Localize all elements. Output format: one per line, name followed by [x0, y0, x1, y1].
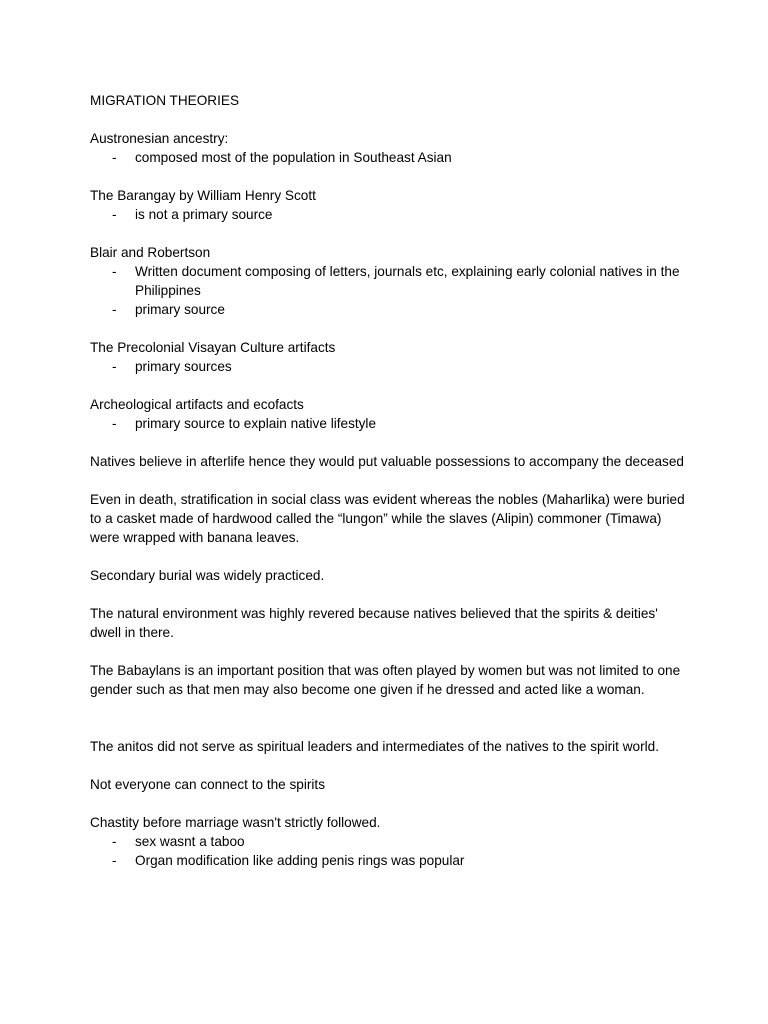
- bullet-dash: -: [112, 834, 117, 849]
- section-heading: The Precolonial Visayan Culture artifacts: [90, 340, 336, 355]
- bullet-list: [90, 832, 690, 870]
- paragraph-afterlife: Natives believe in afterlife hence they would put valuable possessions to accompany the deceased: [90, 454, 684, 469]
- bullet-list: [90, 414, 690, 433]
- list-item: [90, 851, 690, 870]
- document-body: [90, 91, 690, 889]
- section-heading: The Barangay by William Henry Scott: [90, 188, 316, 203]
- section-heading: Chastity before marriage wasn't strictly followed.: [90, 815, 381, 830]
- bullet-dash: -: [112, 853, 117, 868]
- bullet-dash: -: [112, 207, 117, 222]
- paragraph-stratification: Even in death, stratification in social class was evident whereas the nobles (Maharlika) were buried to a casket made of hardwood called the “lungon” while the slaves (Alipin) commoner (Timawa) were wrapped with banana leaves.: [90, 492, 685, 545]
- section-archeological: [90, 395, 690, 433]
- list-item-text: Organ modification like adding penis rings was popular: [135, 853, 465, 868]
- list-item-text: is not a primary source: [135, 207, 273, 222]
- list-item: [90, 357, 690, 376]
- list-item-text: composed most of the population in Southeast Asian: [135, 150, 452, 165]
- section-blair-robertson: [90, 243, 690, 319]
- bullet-dash: -: [112, 264, 117, 279]
- list-item: [90, 832, 690, 851]
- paragraph-anitos: The anitos did not serve as spiritual leaders and intermediates of the natives to the spirit world.: [90, 739, 659, 754]
- section-barangay: [90, 186, 690, 224]
- list-item-text: sex wasnt a taboo: [135, 834, 245, 849]
- bullet-list: [90, 205, 690, 224]
- bullet-list: [90, 357, 690, 376]
- list-item-text: Written document composing of letters, journals etc, explaining early colonial natives in the Philippines: [135, 264, 680, 298]
- list-item: [90, 262, 690, 300]
- document-title: MIGRATION THEORIES: [90, 93, 240, 108]
- section-heading: Archeological artifacts and ecofacts: [90, 397, 304, 412]
- bullet-list: [90, 148, 690, 167]
- bullet-dash: -: [112, 302, 117, 317]
- section-chastity: [90, 813, 690, 870]
- list-item: [90, 414, 690, 433]
- section-heading: Austronesian ancestry:: [90, 131, 229, 146]
- bullet-list: [90, 262, 690, 319]
- list-item: [90, 205, 690, 224]
- list-item-text: primary source to explain native lifestyle: [135, 416, 377, 431]
- blank-line: [90, 718, 690, 737]
- paragraph-natural-environment: The natural environment was highly revered because natives believed that the spirits & deities' dwell in there.: [90, 606, 658, 640]
- section-precolonial-visayan: [90, 338, 690, 376]
- section-heading: Blair and Robertson: [90, 245, 211, 260]
- paragraph-babaylans: The Babaylans is an important position that was often played by women but was not limited to one gender such as that men may also become one given if he dressed and acted like a woman.: [90, 663, 681, 697]
- list-item-text: primary sources: [135, 359, 232, 374]
- bullet-dash: -: [112, 150, 117, 165]
- list-item: [90, 148, 690, 167]
- section-austronesian: [90, 129, 690, 167]
- paragraph-spirits: Not everyone can connect to the spirits: [90, 777, 325, 792]
- list-item-text: primary source: [135, 302, 225, 317]
- bullet-dash: -: [112, 359, 117, 374]
- bullet-dash: -: [112, 416, 117, 431]
- paragraph-secondary-burial: Secondary burial was widely practiced.: [90, 568, 325, 583]
- list-item: [90, 300, 690, 319]
